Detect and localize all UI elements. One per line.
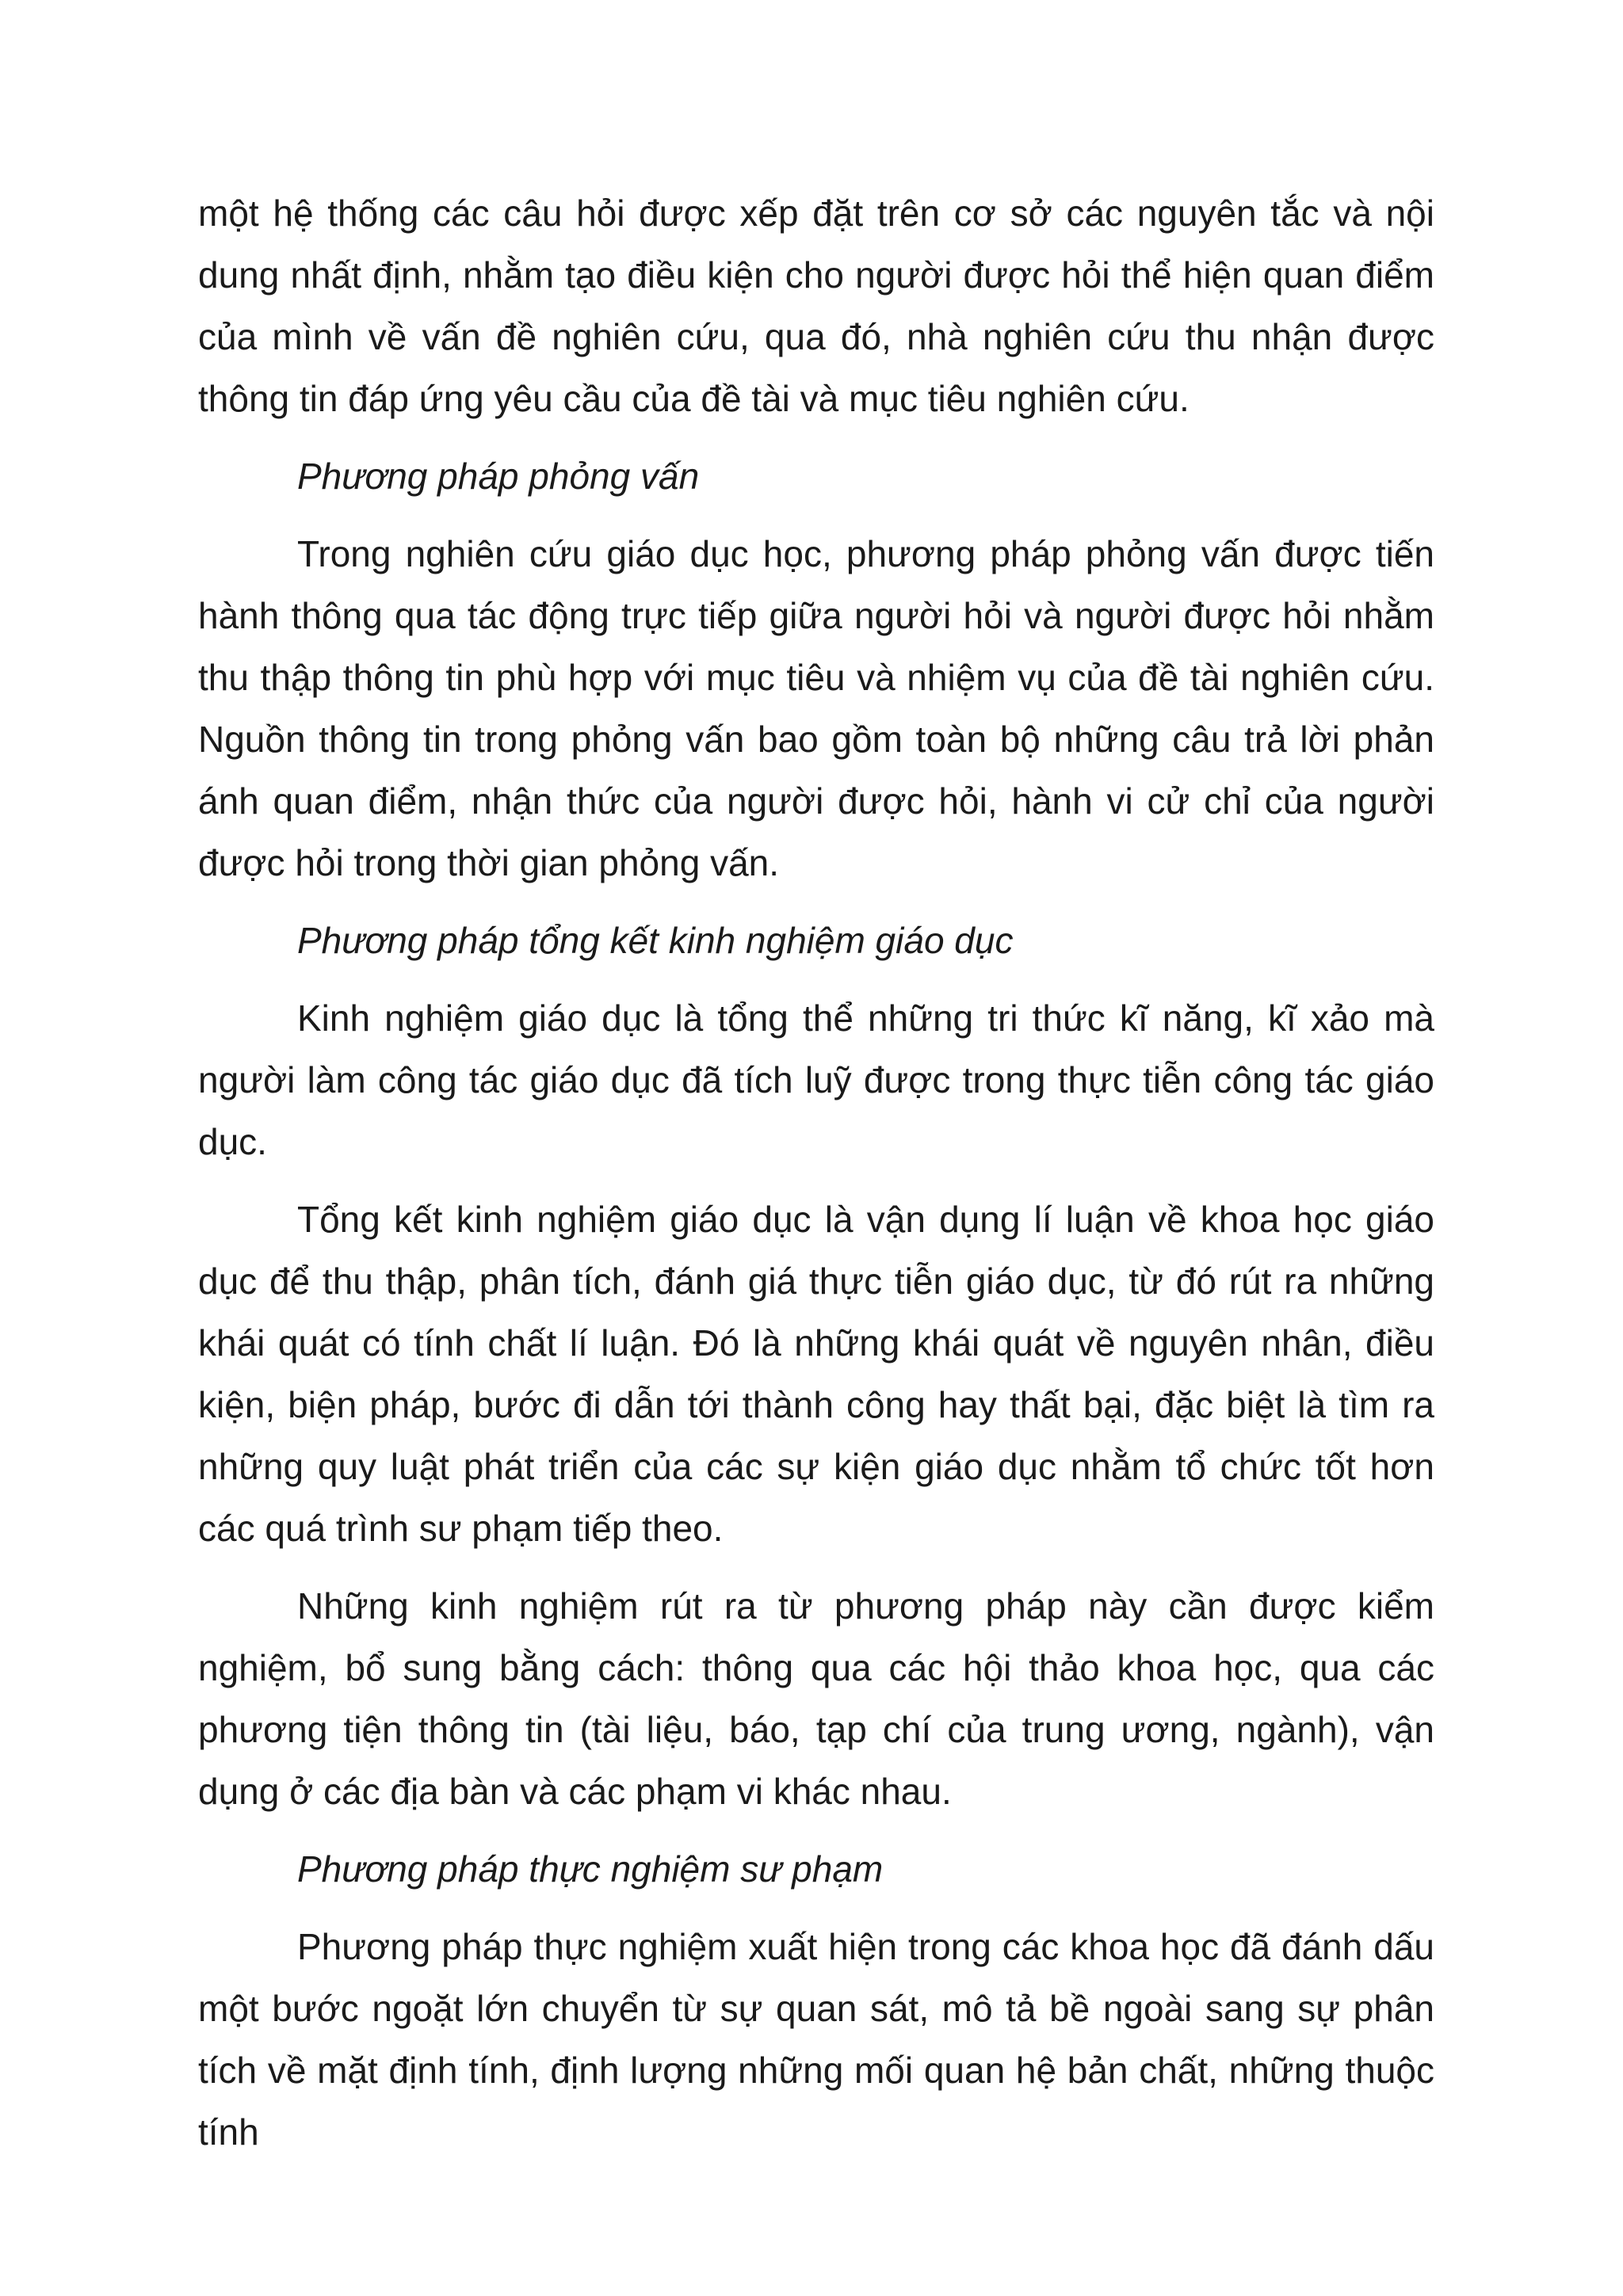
paragraph-pedagogical-experiment: Phương pháp thực nghiệm xuất hiện trong các khoa học đã đánh dấu một bước ngoặt lớn chuyển từ sự quan sát, mô tả bề ngoài sang sự phân tích về mặt định tính, định lượng những mối quan hệ bản chất, những thuộc tính xyxy=(198,1926,1434,2153)
paragraph-experience-definition: Kinh nghiệm giáo dục là tổng thể những tri thức kĩ năng, kĩ xảo mà người làm công tác giáo dục đã tích luỹ được trong thực tiễn công tác giáo dục. xyxy=(198,997,1434,1162)
heading-pedagogical-experiment-method: Phương pháp thực nghiệm sư phạm xyxy=(297,1848,884,1890)
heading-interview-method: Phương pháp phỏng vấn xyxy=(297,456,700,497)
paragraph-experience-summary: Tổng kết kinh nghiệm giáo dục là vận dụng lí luận về khoa học giáo dục để thu thập, phân tích, đánh giá thực tiễn giáo dục, từ đó rút ra những khái quát có tính chất lí luận. Đó là những khái quát về nguyên nhân, điều kiện, biện pháp, bước đi dẫn tới thành công hay thất bại, đặc biệt là tìm ra những quy luật phát triển của các sự kiện giáo dục nhằm tổ chức tốt hơn các quá trình sư phạm tiếp theo. xyxy=(198,1199,1434,1549)
document-page xyxy=(198,182,1434,2179)
heading-experience-summary-method: Phương pháp tổng kết kinh nghiệm giáo dục xyxy=(297,920,1014,961)
paragraph-interview-method: Trong nghiên cứu giáo dục học, phương pháp phỏng vấn được tiến hành thông qua tác động trực tiếp giữa người hỏi và người được hỏi nhằm thu thập thông tin phù hợp với mục tiêu và nhiệm vụ của đề tài nghiên cứu. Nguồn thông tin trong phỏng vấn bao gồm toàn bộ những câu trả lời phản ánh quan điểm, nhận thức của người được hỏi, hành vi cử chỉ của người được hỏi trong thời gian phỏng vấn. xyxy=(198,533,1434,883)
paragraph-questionnaire-continued: một hệ thống các câu hỏi được xếp đặt trên cơ sở các nguyên tắc và nội dung nhất định, nhằm tạo điều kiện cho người được hỏi thể hiện quan điểm của mình về vấn đề nghiên cứu, qua đó, nhà nghiên cứu thu nhận được thông tin đáp ứng yêu cầu của đề tài và mục tiêu nghiên cứu. xyxy=(198,193,1434,419)
paragraph-experience-verification: Những kinh nghiệm rút ra từ phương pháp này cần được kiểm nghiệm, bổ sung bằng cách: thông qua các hội thảo khoa học, qua các phương tiện thông tin (tài liệu, báo, tạp chí của trung ương, ngành), vận dụng ở các địa bàn và các phạm vi khác nhau. xyxy=(198,1585,1434,1812)
